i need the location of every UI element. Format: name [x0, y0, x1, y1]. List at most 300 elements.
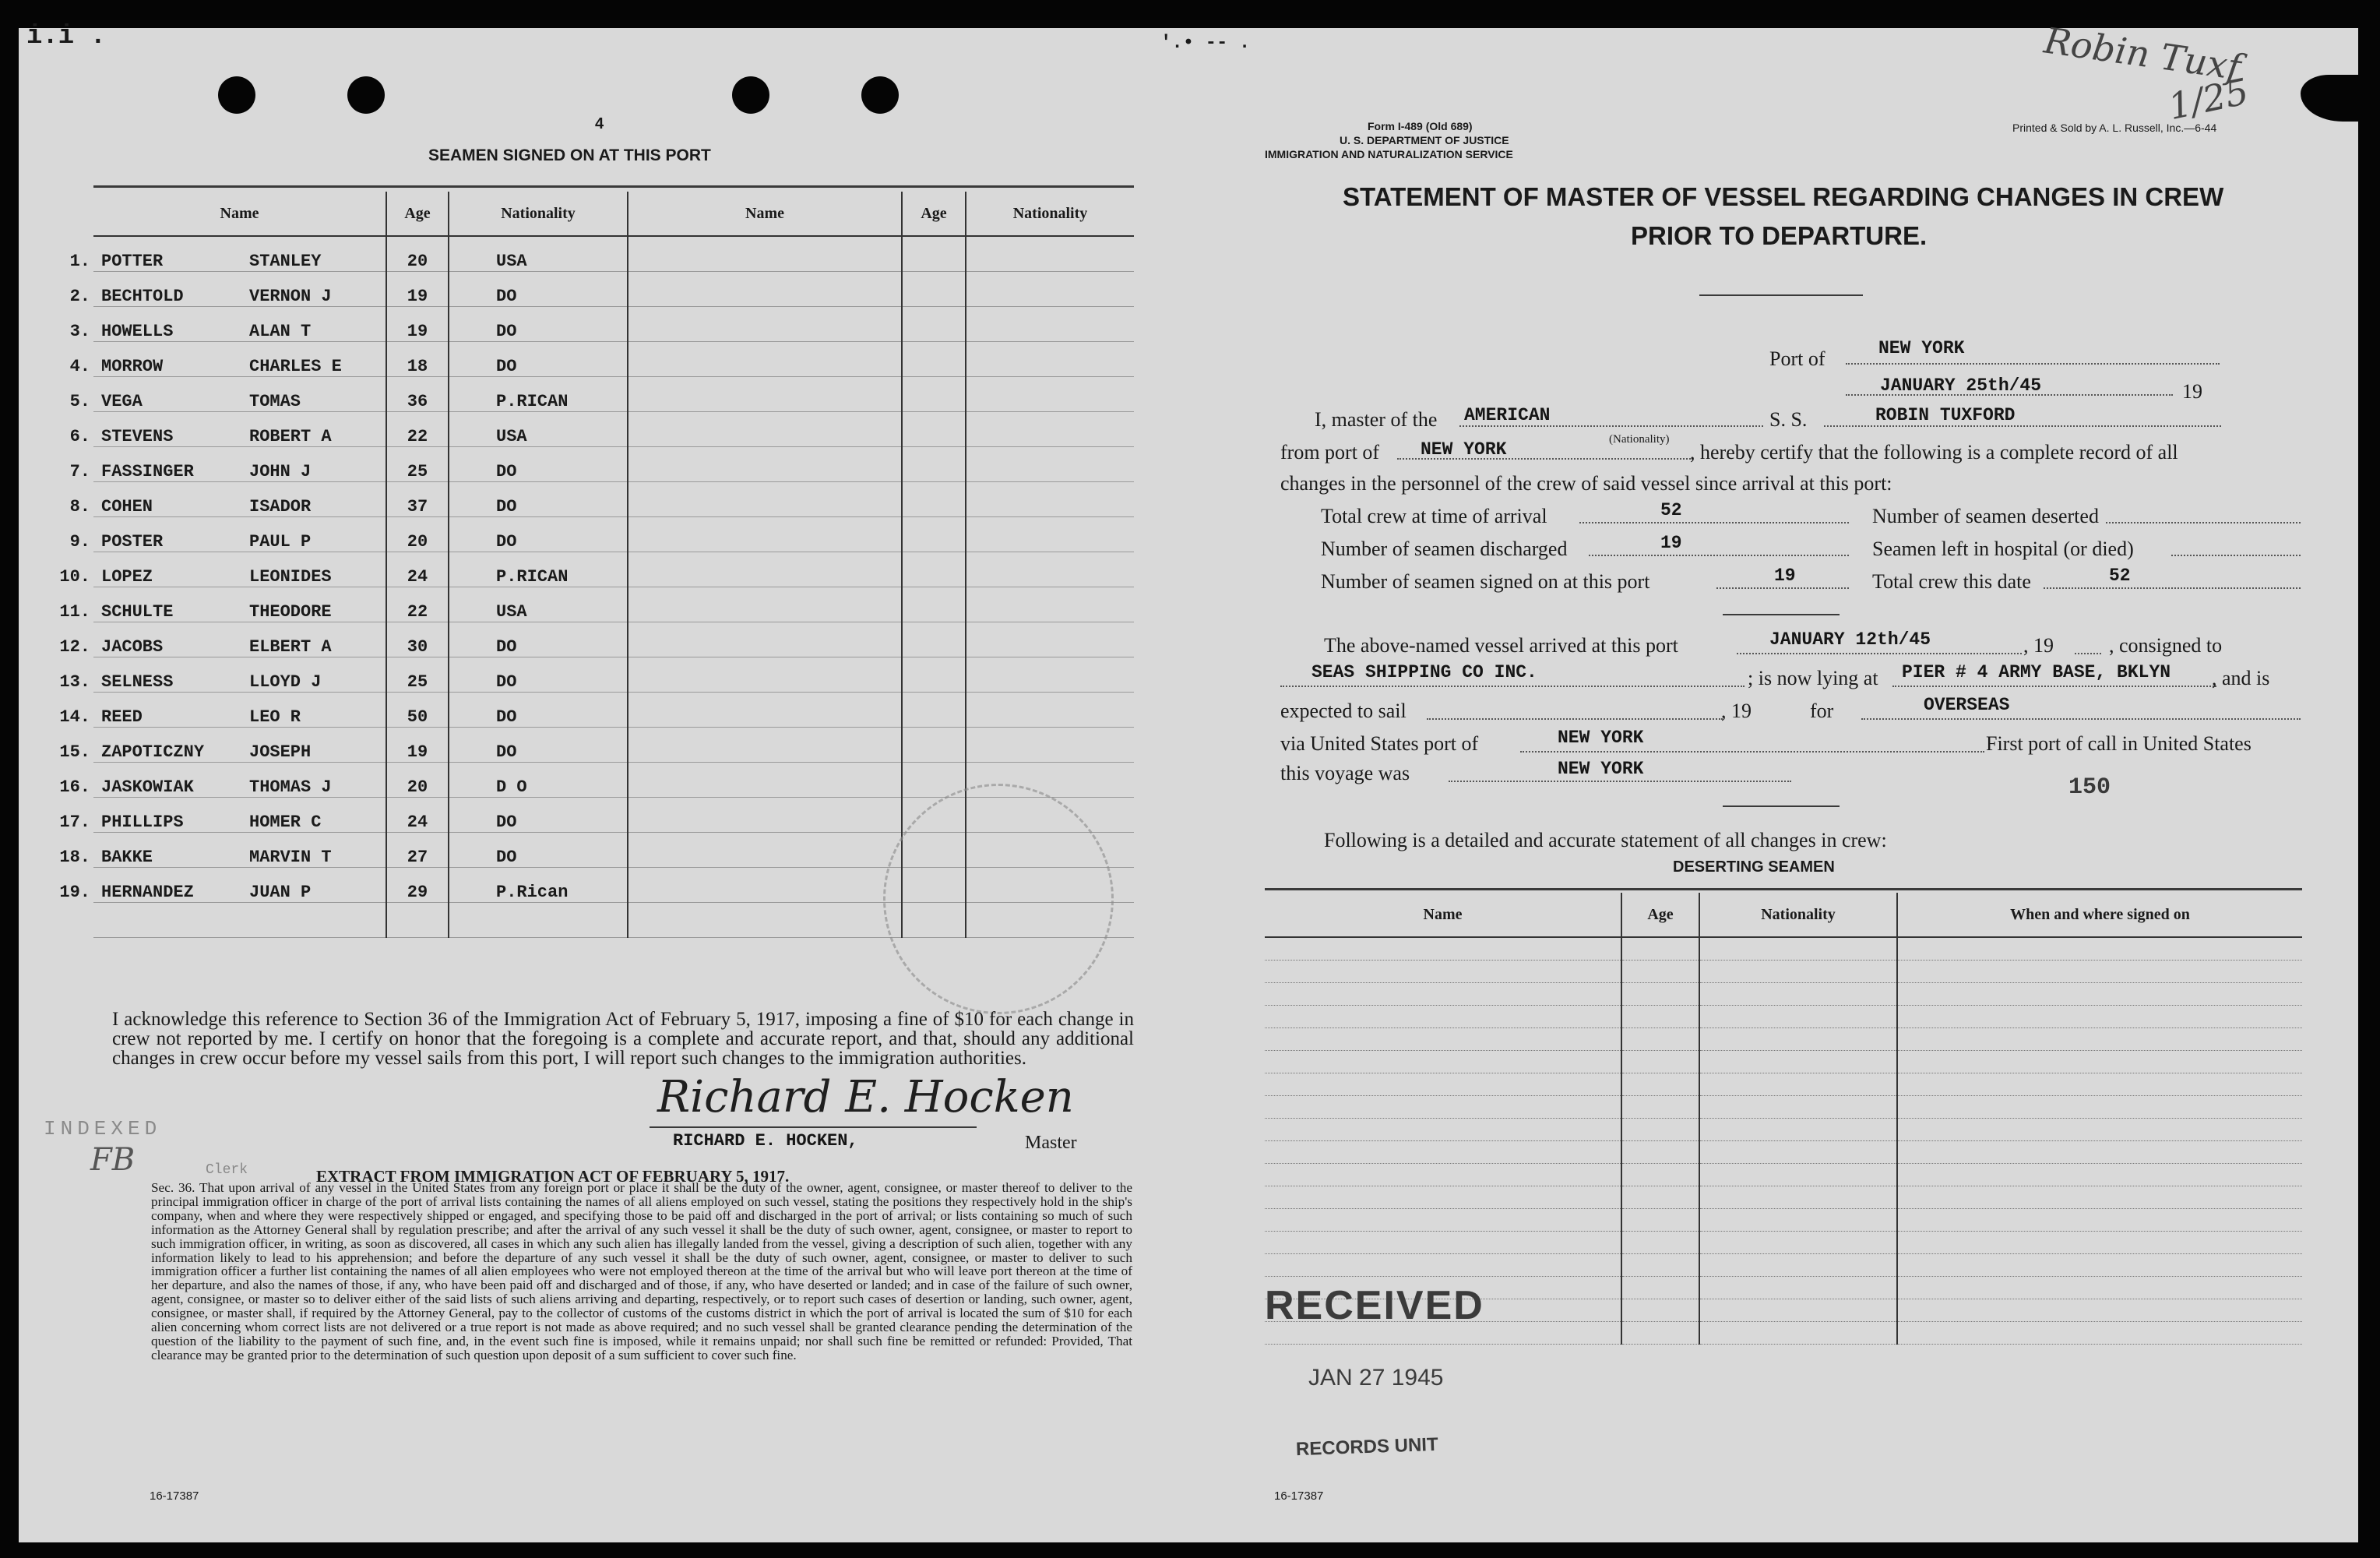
age-cell: 37 [386, 482, 449, 517]
name-cell [628, 622, 902, 657]
name-cell [69, 272, 386, 307]
name-cell [1265, 983, 1621, 1006]
total-arrival-value: 52 [1660, 500, 1682, 520]
signed-on-cell [1897, 1006, 2302, 1028]
and-is-text: , and is [2212, 667, 2270, 689]
document-sheet [19, 19, 2358, 1542]
signed-on-cell [1897, 1232, 2302, 1254]
name-cell [59, 763, 386, 798]
hospital-label: Seamen left in hospital (or died) [1872, 538, 2134, 560]
given-name: CHARLES E [249, 357, 342, 376]
nationality-cell [1699, 961, 1897, 983]
name-cell [628, 763, 902, 798]
signed-on-cell [1897, 1073, 2302, 1096]
name-cell [628, 657, 902, 693]
name-cell [59, 587, 386, 622]
age-cell [902, 342, 966, 377]
signed-on-cell [1897, 937, 2302, 961]
nationality-cell [1699, 1322, 1897, 1345]
nationality-cell: DO [449, 517, 628, 552]
table-header-row [93, 192, 1134, 236]
surname: HOWELLS [101, 322, 174, 341]
ss-label: S. S. [1769, 408, 1808, 431]
name-cell [69, 377, 386, 412]
age-cell: 22 [386, 412, 449, 447]
top-middle-mark: '.• -- . [1160, 33, 1251, 54]
table-row [93, 236, 1134, 272]
name-cell [628, 587, 902, 622]
age-cell [1621, 1322, 1699, 1345]
name-cell [1265, 937, 1621, 961]
surname: JACOBS [101, 637, 164, 657]
signature-line [650, 1126, 977, 1128]
title-rule [1699, 294, 1863, 296]
changes-text: changes in the personnel of the crew of said vessel since arrival at this port: [1280, 472, 1892, 495]
first-port-label: First port of call in United States [1986, 732, 2251, 755]
column-header: When and where signed on [1897, 893, 2302, 937]
blank-row [1265, 1164, 2302, 1186]
row-number: 12. [59, 637, 90, 657]
voyage-value: NEW YORK [1558, 759, 1644, 779]
age-cell [1621, 1232, 1699, 1254]
nationality-cell: D O [449, 763, 628, 798]
name-cell [628, 903, 902, 938]
nationality-cell [1699, 983, 1897, 1006]
consignee-value: SEAS SHIPPING CO INC. [1311, 662, 1537, 682]
arrived-year: , 19 [2023, 634, 2054, 657]
left-form-code: 16-17387 [150, 1489, 199, 1503]
given-name: LEONIDES [249, 567, 332, 587]
blank-row [1265, 1209, 2302, 1232]
blank-row [1265, 961, 2302, 983]
age-cell [386, 903, 449, 938]
nationality-cell [966, 587, 1134, 622]
name-cell [69, 447, 386, 482]
nationality-cell [1699, 1096, 1897, 1119]
page-number: 4 [595, 115, 604, 132]
nationality-cell [1699, 1051, 1897, 1073]
nationality-cell: DO [449, 447, 628, 482]
signed-on-cell [1897, 1096, 2302, 1119]
row-number: 11. [59, 602, 90, 622]
name-cell [628, 377, 902, 412]
surname: LOPEZ [101, 567, 153, 587]
extract-text: Sec. 36. That upon arrival of any vessel in the United States from any foreign port or place it shall be the duty of the owner, agent, consignee, or master thereof to deliver to the principal immigration officer in charge of the port of arrival lists containing the names of all aliens employed on such vessel, stating the positions they respectively hold in the ship's company, when and where they were respectively shipped or engaged, and specifying those to be paid off and discharged in the port of arrival; or lists containing so much of such information as the Attorney General shall by regulation prescribe; and after the arrival of any such vessel it shall be the duty of such owner, agent, consignee, or master to report to such immigration officer, in writing, as soon as discovered, all cases in which any such alien has illegally landed from the vessel, giving a description of such alien, together with any information likely to lead to his apprehension; and before the departure of any such vessel it shall be the duty of such owner, agent, consignee, or master to deliver to such immigration officer a further list containing the names of all alien employees who were not employed thereon at the time of the arrival but who will leave port thereon at the time of her departure, and also the names of those, if any, who have been paid off and discharged and of those, if any, who have deserted or landed; and in case of the failure of such owner, agent, consignee, or master so to deliver either of the said lists of such aliens arriving and departing, respectively, or to report such cases of desertion or landing, such owner, agent, consignee, or master shall, if required by the Attorney General, pay to the collector of customs of the customs district in which the port of arrival is located the sum of $10 for each alien concerning whom correct lists are not delivered or a true report is not made as above required; and no such vessel shall be granted clearance pending the determination of the question of the liability to the payment of such fine, and, in the event such fine is imposed, while it remains unpaid; nor shall such fine be remitted or refunded: Provided, That clearance may be granted prior to the determination of such question upon deposit of a sum sufficient to cover such fine. [151, 1180, 1132, 1362]
consigned-label: , consigned to [2109, 634, 2223, 657]
deserted-label: Number of seamen deserted [1872, 505, 2099, 527]
age-cell: 20 [386, 236, 449, 272]
form-title-line1: STATEMENT OF MASTER OF VESSEL REGARDING CHANGES IN CREW [1343, 182, 2224, 211]
nationality-cell [1699, 1164, 1897, 1186]
total-date-label: Total crew this date [1872, 570, 2031, 593]
name-cell [1265, 1186, 1621, 1209]
discharged-label: Number of seamen discharged [1321, 538, 1568, 560]
age-cell [902, 447, 966, 482]
blank-row [1265, 937, 2302, 961]
section-rule [1723, 614, 1840, 615]
signed-on-cell [1897, 1254, 2302, 1277]
table-row [93, 412, 1134, 447]
age-cell [902, 728, 966, 763]
signed-on-cell [1897, 1028, 2302, 1051]
given-name: JOSEPH [249, 742, 312, 762]
nationality-cell [966, 412, 1134, 447]
name-cell [69, 517, 386, 552]
given-name: TOMAS [249, 392, 301, 411]
nationality-cell [966, 657, 1134, 693]
signer-name: RICHARD E. HOCKEN, [673, 1131, 858, 1151]
age-cell [902, 377, 966, 412]
age-cell: 20 [386, 517, 449, 552]
signed-on-cell [1897, 1209, 2302, 1232]
nationality-cell [449, 903, 628, 938]
row-number: 14. [59, 707, 90, 727]
extract-heading: EXTRACT FROM IMMIGRATION ACT OF FEBRUARY 5, 1917. [316, 1167, 790, 1186]
given-name: ELBERT A [249, 637, 332, 657]
table-row [93, 307, 1134, 342]
from-port-label: from port of [1280, 441, 1380, 464]
punch-hole [218, 76, 255, 114]
name-cell [1265, 1232, 1621, 1254]
age-cell [1621, 1299, 1699, 1322]
clerk-label: Clerk [206, 1162, 248, 1178]
received-stamp: RECEIVED [1265, 1283, 1484, 1328]
name-cell [628, 307, 902, 342]
surname: COHEN [101, 497, 153, 516]
column-header: Nationality [966, 192, 1134, 236]
signed-on-cell [1897, 983, 2302, 1006]
nationality-cell: USA [449, 412, 628, 447]
name-cell [59, 622, 386, 657]
age-cell [1621, 1051, 1699, 1073]
table-row [93, 517, 1134, 552]
blank-row [1265, 1141, 2302, 1164]
signed-on-cell [1897, 1141, 2302, 1164]
table-header-row [1265, 893, 2302, 937]
name-cell [69, 482, 386, 517]
lying-value: PIER # 4 ARMY BASE, BKLYN [1902, 662, 2171, 682]
received-date-stamp: JAN 27 1945 [1308, 1365, 1444, 1391]
age-cell [902, 587, 966, 622]
punch-hole [861, 76, 899, 114]
nationality-cell [966, 622, 1134, 657]
surname: BECHTOLD [101, 287, 184, 306]
name-cell [628, 833, 902, 868]
row-number: 13. [59, 672, 90, 692]
blank-row [1265, 983, 2302, 1006]
surname: POTTER [101, 252, 164, 271]
age-cell [1621, 1209, 1699, 1232]
name-cell [1265, 1119, 1621, 1141]
port-label: Port of [1769, 347, 1825, 370]
nationality-cell: DO [449, 657, 628, 693]
name-cell [628, 342, 902, 377]
handwritten-ship-name: Robin Tuxf [2041, 19, 2244, 89]
given-name: PAUL P [249, 532, 312, 552]
row-number: 5. [69, 392, 90, 411]
blank-row [1265, 1186, 2302, 1209]
column-header: Age [902, 192, 966, 236]
name-cell [628, 447, 902, 482]
name-cell [1265, 1096, 1621, 1119]
age-cell: 29 [386, 868, 449, 903]
row-number: 10. [59, 567, 90, 587]
deserting-seamen-table [1265, 893, 2302, 1345]
name-cell [59, 798, 386, 833]
nationality-cell [966, 517, 1134, 552]
signed-on-cell [1897, 1186, 2302, 1209]
total-arrival-label: Total crew at time of arrival [1321, 505, 1547, 527]
surname: REED [101, 707, 143, 727]
signed-on-cell [1897, 1164, 2302, 1186]
name-cell [1265, 1141, 1621, 1164]
row-number: 9. [69, 532, 90, 552]
age-cell [902, 622, 966, 657]
row-number: 8. [69, 497, 90, 516]
blank-row [1265, 1254, 2302, 1277]
nationality-cell [966, 272, 1134, 307]
given-name: THOMAS J [249, 777, 332, 797]
nationality-value: AMERICAN [1464, 405, 1551, 425]
row-number: 3. [69, 322, 90, 341]
table-row [93, 377, 1134, 412]
table-row [93, 447, 1134, 482]
name-cell [1265, 1006, 1621, 1028]
given-name: STANLEY [249, 252, 322, 271]
nationality-cell: P.Rican [449, 868, 628, 903]
nationality-cell: DO [449, 693, 628, 728]
acknowledgment-text: I acknowledge this reference to Section 36 of the Immigration Act of February 5, 1917, imposing a fine of $10 for each change in crew not reported by me. I certify on honor that the foregoing is a complete and accurate report, and that, should any additional changes in crew occur before my vessel sails from this port, I will report such changes to the immigration authorities. [112, 1009, 1134, 1069]
form-number: Form I-489 (Old 689) [1368, 120, 1473, 132]
age-cell: 50 [386, 693, 449, 728]
deserting-heading: DESERTING SEAMEN [1673, 858, 1835, 876]
right-form-code: 16-17387 [1274, 1489, 1324, 1503]
table-row [93, 728, 1134, 763]
signed-on-label: Number of seamen signed on at this port [1321, 570, 1650, 593]
port-value: NEW YORK [1878, 338, 1965, 358]
table-top-rule [93, 185, 1134, 188]
age-cell: 20 [386, 763, 449, 798]
name-cell [628, 236, 902, 272]
surname: ZAPOTICZNY [101, 742, 205, 762]
name-cell [628, 517, 902, 552]
signer-title: Master [1025, 1133, 1077, 1153]
handwritten-number: 150 [2068, 774, 2111, 801]
name-cell [69, 412, 386, 447]
nationality-cell [1699, 1254, 1897, 1277]
age-cell: 24 [386, 552, 449, 587]
nationality-cell: DO [449, 728, 628, 763]
table-row [93, 482, 1134, 517]
given-name: MARVIN T [249, 848, 332, 867]
nationality-cell [1699, 1209, 1897, 1232]
nationality-cell [966, 307, 1134, 342]
age-cell [1621, 1141, 1699, 1164]
surname: STEVENS [101, 427, 174, 446]
age-cell: 24 [386, 798, 449, 833]
age-cell [902, 657, 966, 693]
sail-label: expected to sail [1280, 700, 1407, 722]
table-row [93, 342, 1134, 377]
nationality-caption: (Nationality) [1609, 433, 1670, 446]
surname: JASKOWIAK [101, 777, 194, 797]
deserting-table-top-rule [1265, 888, 2302, 890]
age-cell [902, 517, 966, 552]
surname: HERNANDEZ [101, 883, 194, 902]
name-cell [628, 272, 902, 307]
nationality-cell [966, 728, 1134, 763]
top-left-mark: i.i . [26, 22, 107, 51]
name-cell [628, 552, 902, 587]
blank-row [1265, 1006, 2302, 1028]
printer-credit: Printed & Sold by A. L. Russell, Inc.—6-44 [2012, 122, 2217, 134]
signed-on-cell [1897, 1277, 2302, 1299]
via-value: NEW YORK [1558, 728, 1644, 748]
name-cell [628, 868, 902, 903]
age-cell [1621, 1254, 1699, 1277]
surname: PHILLIPS [101, 812, 184, 832]
signed-on-value: 19 [1774, 566, 1796, 586]
column-header: Name [628, 192, 902, 236]
blank-row [1265, 1119, 2302, 1141]
year-suffix: 19 [2182, 380, 2202, 403]
nationality-cell [966, 482, 1134, 517]
row-number: 15. [59, 742, 90, 762]
given-name: JOHN J [249, 462, 312, 481]
column-header: Age [386, 192, 449, 236]
table-row [93, 587, 1134, 622]
age-cell: 25 [386, 657, 449, 693]
age-cell [1621, 1006, 1699, 1028]
nationality-cell [966, 552, 1134, 587]
name-cell [59, 657, 386, 693]
age-cell [1621, 1096, 1699, 1119]
records-unit-stamp: RECORDS UNIT [1295, 1433, 1439, 1461]
age-cell: 19 [386, 272, 449, 307]
from-port-value: NEW YORK [1421, 439, 1507, 460]
age-cell [1621, 1073, 1699, 1096]
name-cell [628, 693, 902, 728]
nationality-cell [966, 236, 1134, 272]
sail-year: , 19 [1721, 700, 1752, 722]
signed-on-cell [1897, 1322, 2302, 1345]
name-cell [1265, 1073, 1621, 1096]
age-cell: 22 [386, 587, 449, 622]
total-date-value: 52 [2109, 566, 2131, 586]
nationality-cell [1699, 1232, 1897, 1254]
column-header: Nationality [449, 192, 628, 236]
age-cell [1621, 983, 1699, 1006]
nationality-cell [966, 342, 1134, 377]
nationality-cell: P.RICAN [449, 552, 628, 587]
given-name: THEODORE [249, 602, 332, 622]
surname: BAKKE [101, 848, 153, 867]
nationality-cell: DO [449, 307, 628, 342]
age-cell: 18 [386, 342, 449, 377]
blank-row [1265, 1073, 2302, 1096]
department: U. S. DEPARTMENT OF JUSTICE [1340, 134, 1509, 146]
age-cell [902, 482, 966, 517]
name-cell [628, 482, 902, 517]
blank-row [1265, 1232, 2302, 1254]
name-cell [1265, 961, 1621, 983]
age-cell [902, 693, 966, 728]
nationality-cell [1699, 1299, 1897, 1322]
nationality-cell [966, 447, 1134, 482]
given-name: VERNON J [249, 287, 332, 306]
column-header: Age [1621, 893, 1699, 937]
nationality-cell [1699, 1119, 1897, 1141]
row-number: 6. [69, 427, 90, 446]
surname: SELNESS [101, 672, 174, 692]
nationality-cell [1699, 1186, 1897, 1209]
nationality-cell [1699, 1006, 1897, 1028]
for-label: for [1810, 700, 1834, 722]
name-cell [69, 342, 386, 377]
table-row [93, 693, 1134, 728]
given-name: ALAN T [249, 322, 312, 341]
signed-on-cell [1897, 1119, 2302, 1141]
column-header: Name [1265, 893, 1621, 937]
name-cell [628, 798, 902, 833]
age-cell [902, 307, 966, 342]
name-cell [1265, 1164, 1621, 1186]
table-row [93, 657, 1134, 693]
age-cell [1621, 1186, 1699, 1209]
name-cell [59, 728, 386, 763]
master-signature: Richard E. Hocken [657, 1072, 1074, 1123]
surname: POSTER [101, 532, 164, 552]
table-row [93, 622, 1134, 657]
name-cell [69, 307, 386, 342]
nationality-cell: DO [449, 482, 628, 517]
date-value: JANUARY 25th/45 [1880, 375, 2042, 396]
faint-postmark-stamp [883, 784, 1114, 1014]
age-cell [902, 552, 966, 587]
lying-label: ; is now lying at [1748, 667, 1878, 689]
row-number: 7. [69, 462, 90, 481]
name-cell [628, 412, 902, 447]
name-cell [69, 236, 386, 272]
column-header: Name [93, 192, 386, 236]
name-cell [59, 833, 386, 868]
nationality-cell: DO [449, 342, 628, 377]
name-cell [1265, 1028, 1621, 1051]
age-cell: 19 [386, 728, 449, 763]
age-cell: 27 [386, 833, 449, 868]
torn-corner [2301, 75, 2371, 122]
nationality-cell [966, 377, 1134, 412]
age-cell [902, 272, 966, 307]
name-cell [1265, 1209, 1621, 1232]
age-cell [1621, 937, 1699, 961]
name-cell [1265, 1254, 1621, 1277]
voyage-label: this voyage was [1280, 762, 1410, 784]
age-cell: 25 [386, 447, 449, 482]
signed-on-cell [1897, 1051, 2302, 1073]
punch-hole [732, 76, 769, 114]
row-number: 4. [69, 357, 90, 376]
surname: VEGA [101, 392, 143, 411]
age-cell: 30 [386, 622, 449, 657]
nationality-cell [1699, 1277, 1897, 1299]
row-number: 17. [59, 812, 90, 832]
table-row [93, 552, 1134, 587]
nationality-cell: DO [449, 272, 628, 307]
master-label: I, master of the [1315, 408, 1438, 431]
name-cell [59, 693, 386, 728]
destination-value: OVERSEAS [1924, 695, 2010, 715]
